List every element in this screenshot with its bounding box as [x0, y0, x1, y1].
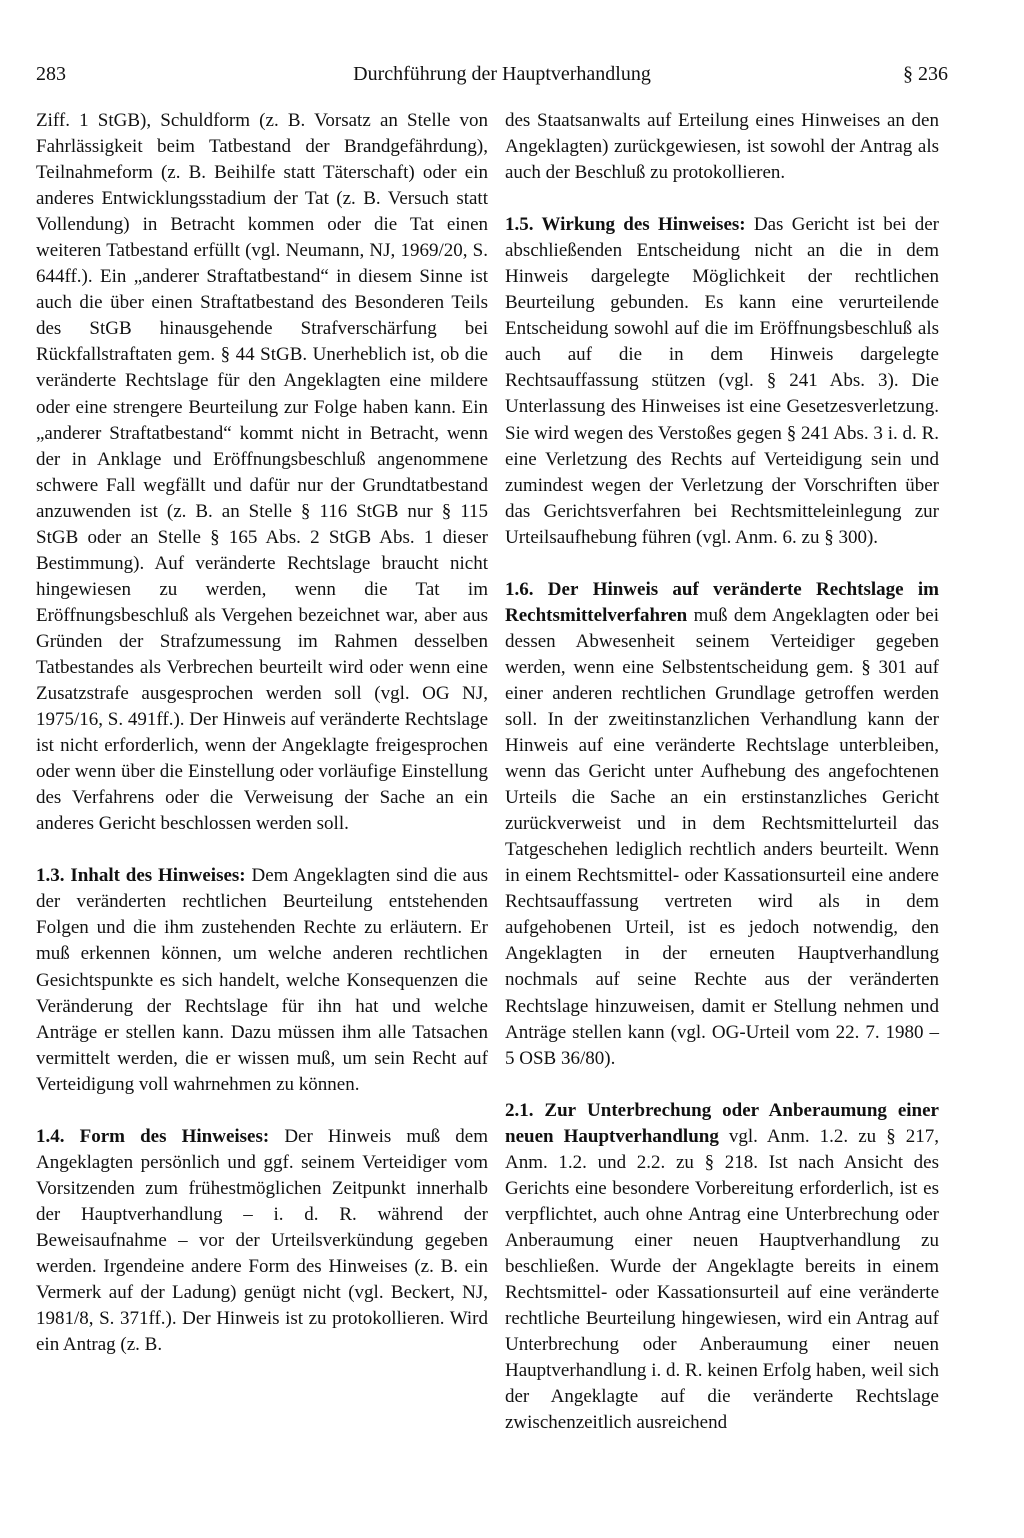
paragraph-number: 2.1. Zur: [505, 1099, 577, 1121]
section-number: § 236: [903, 63, 948, 85]
paragraph-body: Dem Angeklagten sind die aus der veränderten rechtlichen Beurteilung entstehenden Folgen und die ihm zustehenden Rechte zu erläutern. Er muß erkennen können, um welche anderen rechtlichen Gesichtspunkte es sich handelt, welche Konsequenzen die Veränderung der Rechtslage für ihn hat und welche Anträge er stellen kann. Dazu müssen ihm alle Tatsachen vermittelt werden, die er wissen muß, um sein Recht auf Verteidigung voll wahrnehmen zu können.: [36, 865, 488, 1095]
paragraph-body: muß dem Angeklagten oder bei dessen Abwesenheit seinem Verteidiger gegeben werden, wenn eine Selbstentscheidung gem. § 301 auf einer anderen rechtlichen Grundlage getroffen werden soll. In der zweitinstanzlichen Verhandlung kann der Hinweis auf eine veränderte Rechtslage unterbleiben, wenn das Gericht unter Aufhebung des angefochtenen Urteils die Sache an ein erstinstanzliches Gericht zurückverweist und in dem Rechtsmittelurteil das Tatgeschehen lediglich rechtlich anders beurteilt. Wenn in einem Rechtsmittel- oder Kassationsurteil eine andere Rechtsauffassung vertreten wird als in dem aufgehobenen Urteil, ist es jedoch notwendig, den Angeklagten in der erneuten Hauptverhandlung nochmals auf seine Rechte aus der veränderten Rechtslage hinzuweisen, damit er Stellung nehmen und Anträge stellen kann (vgl. OG-Urteil vom 22. 7. 1980 – 5 OSB 36/80).: [505, 604, 939, 1069]
paragraph-inhalt-des-hinweises: [36, 863, 488, 1097]
page-header: [36, 60, 948, 88]
paragraph-heading: 1.5. Wirkung des Hinweises:: [505, 214, 746, 236]
page-number: 283: [36, 63, 66, 85]
paragraph-continued: Ziff. 1 StGB), Schuldform (z. B. Vorsatz an Stelle von Fahrlässigkeit beim Tatbestand der Brandgefährdung), Teilnahmeform (z. B. Beihilfe statt Täterschaft) oder ein anderes Entwicklungsstadium der Tat (z. B. Versuch statt Vollendung) in Betracht kommen oder die Tat einen weiteren Tatbestand erfüllt (vgl. Neumann, NJ, 1969/20, S. 644ff.). Ein „anderer Straftatbestand“ in diesem Sinne ist auch die über einen Straftatbestand des Besonderen Teils des StGB hinausgehende Strafverschärfung bei Rückfallstraftaten gem. § 44 StGB. Unerheblich ist, ob die veränderte Rechtslage für den Angeklagten eine mildere oder eine strengere Beurteilung zur Folge haben kann. Ein „anderer Straftatbestand“ kommt nicht in Betracht, wenn der in Anklage und Eröffnungsbeschluß angenommene schwere Fall wegfällt und dafür nur der Grundtatbestand anzuwenden ist (z. B. an Stelle § 116 StGB nur § 115 StGB oder an Stelle § 165 Abs. 2 StGB Abs. 1 dieser Bestimmung). Auf veränderte Rechtslage braucht nicht hingewiesen zu werden, wenn die Tat im Eröffnungsbeschluß als Vergehen bezeichnet war, aber aus Gründen der Strafzumessung im Rahmen desselben Tatbestandes als Verbrechen beurteilt wird oder wenn eine Zusatzstrafe ausgesprochen werden soll (vgl. OG NJ, 1975/16, S. 491ff.). Der Hinweis auf veränderte Rechtslage ist nicht erforderlich, wenn der Angeklagte freigesprochen oder wenn über die Einstellung oder vorläufige Einstellung des Verfahrens oder die Verweisung der Sache an ein anderes Gericht beschlossen werden soll.: [36, 110, 488, 835]
left-column: [36, 108, 488, 1358]
paragraph-number: 1.6. Der: [505, 578, 579, 600]
paragraph-continued: des Staatsanwalts auf Erteilung eines Hinweises an den Angeklagten) zurückgewiesen, ist sowohl der Antrag als auch der Beschluß zu protokollieren.: [505, 110, 939, 184]
running-title: Durchführung der Hauptverhandlung: [353, 63, 651, 85]
paragraph-heading: 1.4. Form des Hinweises:: [36, 1125, 270, 1147]
paragraph-body: Der Hinweis muß dem Angeklagten persönlich und ggf. seinem Verteidiger vom Vorsitzenden zum frühestmöglichen Zeitpunkt innerhalb der Hauptverhandlung – i. d. R. während der Beweisaufnahme – vor der Urteilsverkündung gegeben werden. Irgendeine andere Form des Hinweises (z. B. ein Vermerk auf der Ladung) genügt nicht (vgl. Beckert, NJ, 1981/8, S. 371ff.). Der Hinweis ist zu protokollieren. Wird ein Antrag (z. B.: [36, 1125, 488, 1356]
paragraph-form-des-hinweises: [36, 1124, 488, 1358]
paragraph-heading: Unterbrechung oder Anberaumung einer neuen Hauptverhandlung: [505, 1099, 939, 1147]
paragraph-rechtsmittelverfahren: [505, 577, 939, 1072]
paragraph-unterbrechung: [505, 1098, 939, 1437]
paragraph-heading: 1.3. Inhalt des Hinweises:: [36, 865, 246, 887]
paragraph-body: vgl. Anm. 1.2. zu § 217, Anm. 1.2. und 2.2. zu § 218. Ist nach Ansicht des Gerichts eine besondere Vorbereitung erforderlich, ist es verpflichtet, auch ohne Antrag eine Unterbrechung oder Anberaumung einer neuen Hauptverhandlung zu beschließen. Wurde der Angeklagte bereits in einem Rechtsmittel- oder Kassationsurteil auf eine veränderte rechtliche Beurteilung hingewiesen, wird ein Antrag auf Unterbrechung oder Anberaumung einer neuen Hauptverhandlung i. d. R. keinen Erfolg haben, weil sich der Angeklagte auf die veränderte Rechtslage zwischenzeitlich ausreichend: [505, 1125, 939, 1434]
paragraph-wirkung-des-hinweises: [505, 212, 939, 551]
right-column: [505, 108, 939, 1436]
paragraph-body: Das Gericht ist bei der abschließenden Entscheidung nicht an die in dem Hinweis dargelegte Möglichkeit der rechtlichen Beurteilung gebunden. Es kann eine verurteilende Entscheidung sowohl auf die im Eröffnungsbeschluß als auch auf die in dem Hinweis dargelegte Rechtsauffassung stützen (vgl. § 241 Abs. 3). Die Unterlassung des Hinweises ist eine Gesetzesverletzung. Sie wird wegen des Verstoßes gegen § 241 Abs. 3 i. d. R. eine Verletzung des Rechts auf Verteidigung sein und zumindest wegen der Verletzung der Vorschriften über das Gerichtsverfahren bei Rechtsmitteleinlegung zur Urteilsaufhebung führen (vgl. Anm. 6. zu § 300).: [505, 214, 939, 548]
paragraph-heading: Hinweis auf veränderte Rechtslage im Rechtsmittelverfahren: [505, 578, 940, 626]
